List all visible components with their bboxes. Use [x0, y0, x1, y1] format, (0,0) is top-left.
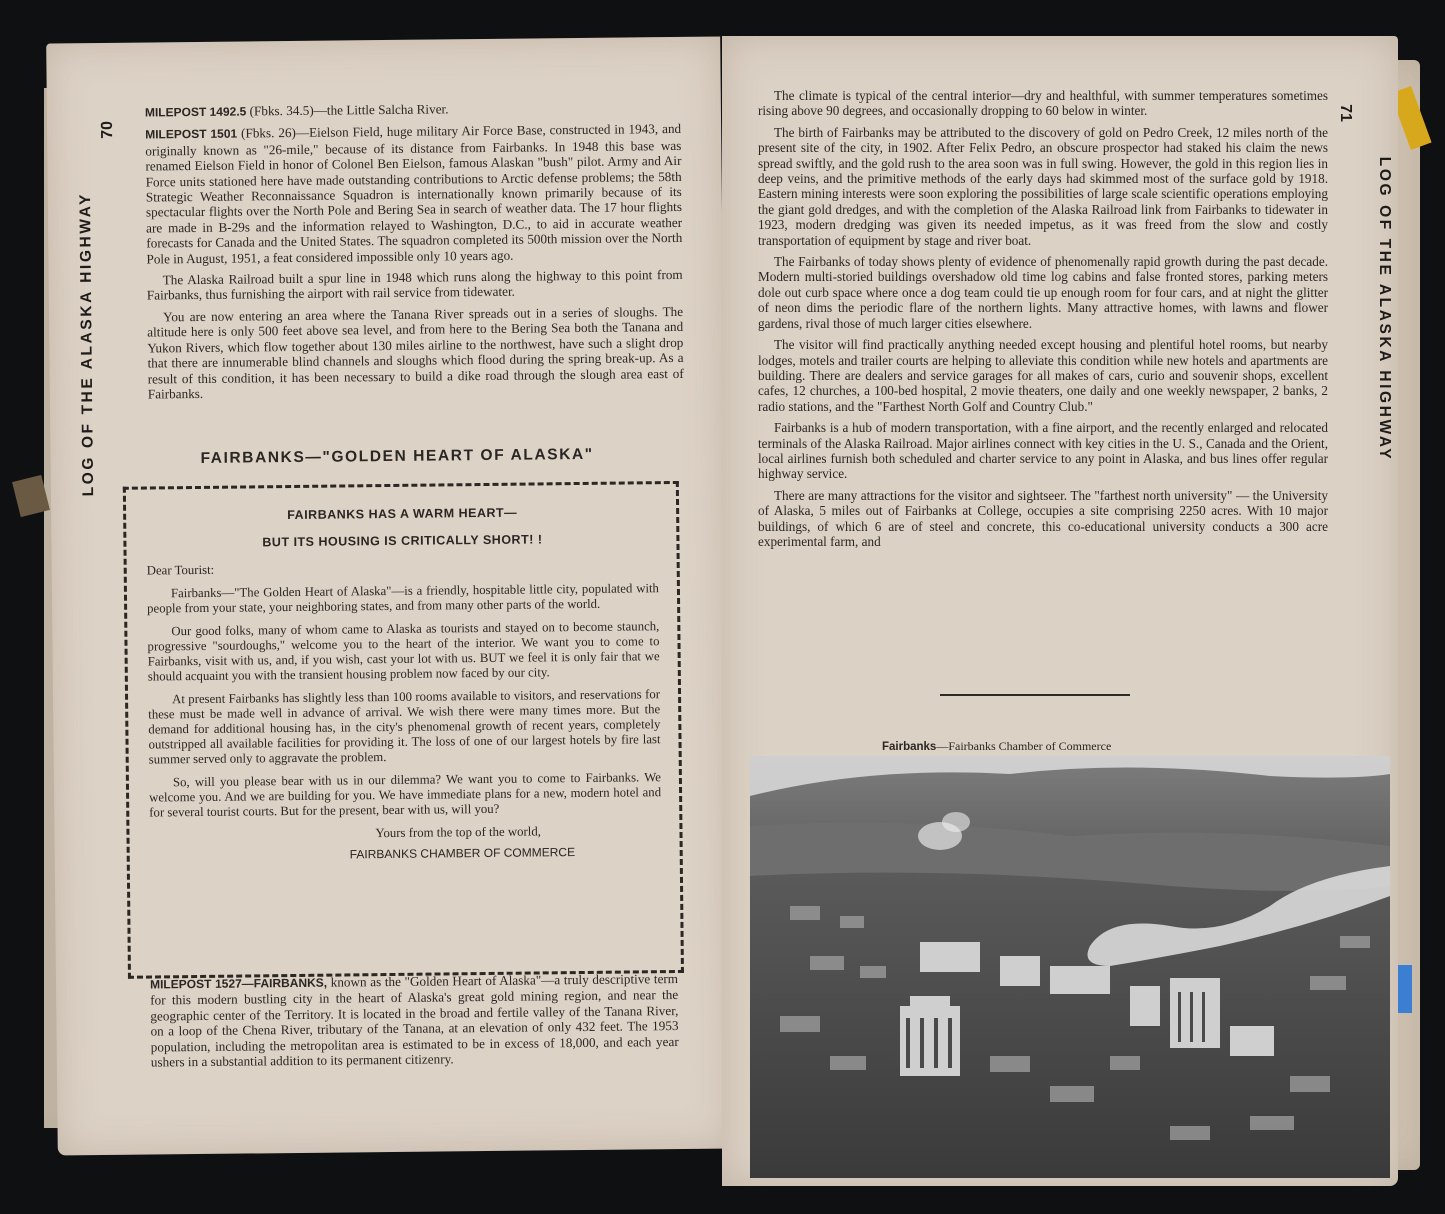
paragraph: Fairbanks is a hub of modern transportation, with a fine airport, and the recently enlarged and relocated terminals of the Alaska Railroad. Major airlines connect with key cities in the U. S., Canada and the Orient, local airlines furnish both scheduled and charter service to any point in Alaska, and bus lines offer regular highway service. [758, 420, 1328, 482]
paragraph: The Fairbanks of today shows plenty of evidence of phenomenally rapid growth during the past decade. Modern multi-storied buildings overshadow old time log cabins and false fronted stores, parking meters dole out curb space where once a dog team could tie up enough room for four cars, and at night the glitter of neon dims the periodic flare of the northern lights. Many attractive homes, with lawns and flower gardens, rival those of much larger cities elsewhere. [758, 254, 1328, 331]
paragraph: You are now entering an area where the Tanana River spreads out in a series of sloughs. The altitude here is only 500 feet above sea level, and from here to the Bering Sea both the Tanana and Yukon Rivers, which flow together about 130 miles airline to the northwest, have such a slight drop that there are innumerable blind channels and sloughs which flood during the spring break-up. As a result of this condition, it has been necessary to build a dike road through the slough area east of Fairbanks. [147, 303, 684, 402]
left-page [46, 37, 732, 1156]
right-page [722, 36, 1398, 1186]
letter-box [123, 481, 684, 979]
right-running-title: LOG OF THE ALASKA HIGHWAY [1376, 156, 1394, 462]
letter-title-1: FAIRBANKS HAS A WARM HEART— [287, 505, 518, 523]
paragraph: MILEPOST 1527—FAIRBANKS, known as the "Golden Heart of Alaska"—a truly descriptive term for this modern bustling city in the heart of Alaska's great gold mining region, and near the geographic center of the Territory. It is located in the broad and fertile valley of the Tanana River, on a loop of the Chena River, tributary of the Tanana, at an elevation of only 432 feet. The 1953 population, including the metropolitan area is estimated to be in excess of 18,000, and each year ushers in a substantial addition to its permanent citizenry. [149, 970, 679, 1070]
paragraph: The birth of Fairbanks may be attributed to the discovery of gold on Pedro Creek, 12 miles north of the present site of the city, in 1902. After Felix Pedro, an obscure prospector had staked his claim the news spread swiftly, and the gold rush to the area soon was in full swing. However, the gold in this region lies in deep veins, and the primitive methods of the early days had skimmed most of the surface gold by 1918. Eastern mining interests were soon exploring the possibilities of large scale scientific operations employing the giant gold dredges, and with the completion of the Alaska Railroad link from Fairbanks to tidewater in 1923, modern dredging was given its needed impetus, as it was freed from the slow and costly transportation of equipment by stage and river boat. [758, 124, 1328, 248]
paragraph: The visitor will find practically anything needed except housing and plentiful hotel rooms, but nearby lodges, motels and trailer courts are helping to alleviate this condition while new hotels and apartments are building. There are dealers and service garages for all makes of cars, curio and souvenir shops, excellent cafes, 12 churches, a 100-bed hospital, 2 movie theaters, one daily and one weekly newspaper, 2 banks, 2 radio stations, and the "Farthest North Golf and Country Club." [758, 337, 1328, 414]
paragraph: The climate is typical of the central interior—dry and healthful, with summer temperatures sometimes rising above 90 degrees, and occasionally dropping to 60 below in winter. [758, 88, 1328, 119]
paragraph: There are many attractions for the visitor and sightseer. The "farthest north university" — the University of Alaska, 5 miles out of Fairbanks at College, occupies a site comprising 2250 acres. With 10 major buildings, of which 6 are of steel and concrete, this co-educational university conducts a 300 acre experimental farm, and [758, 487, 1328, 549]
left-page-number: 70 [98, 120, 117, 139]
letter-signature: FAIRBANKS CHAMBER OF COMMERCE [349, 845, 576, 862]
letter-greeting: Dear Tourist: [146, 562, 215, 578]
letter-title-2: BUT ITS HOUSING IS CRITICALLY SHORT! ! [262, 532, 543, 550]
section-heading: FAIRBANKS—"GOLDEN HEART OF ALASKA" [200, 445, 594, 467]
letter-paragraph: Our good folks, many of whom came to Alaska as tourists and stayed on to become staunch, progressive "sourdoughs," welcome you to the heart of the interior. We want you to come to Fairbanks, visit with us, and, if you wish, cast your lot with us. BUT we feel it is only fair that we should acquaint you with the transient housing problem now faced by our city. [147, 619, 660, 684]
left-running-title: LOG OF THE ALASKA HIGHWAY [76, 191, 98, 497]
letter-text [146, 496, 662, 872]
left-body-text [145, 99, 684, 408]
paragraph: MILEPOST 1501 (Fbks. 26)—Eielson Field, huge military Air Force Base, constructed in 1943, and originally known as "26-mile," because of its distance from Fairbanks. In 1948 this base was renamed Eielson Field in honor of Colonel Ben Eielson, famous Alaskan "bush" pilot. Army and Air Force units stationed here have made outstanding contributions to Arctic defense problems; the 58th Strategic Weather Reconnaissance Squadron is internationally known primarily because of its spectacular flights over the North Pole and Bering Sea in search of weather data. The 17 hour flights are made in B-29s and the information relayed to Washington, D.C., to aid in accurate weather forecasts for Canada and the United States. The squadron completed its 500th mission over the North Pole in August, 1951, a feat considered impossible only 10 years ago. [145, 121, 683, 267]
right-body-text [758, 88, 1328, 555]
blue-tab [1398, 965, 1412, 1013]
letter-paragraph: Fairbanks—"The Golden Heart of Alaska"—is a friendly, hospitable little city, populated with people from your state, your neighboring states, and from many other parts of the world. [147, 581, 660, 616]
fairbanks-aerial-photo [750, 756, 1390, 1178]
divider-rule [940, 694, 1130, 696]
photo-caption: Fairbanks—Fairbanks Chamber of Commerce [882, 739, 1112, 753]
letter-paragraph: So, will you please bear with us in our dilemma? We want you to come to Fairbanks. We welcome you. And we are building for you. We have immediate plans for a new, modern hotel and for several tourist courts. But for the present, bear with us, will you? [149, 770, 662, 820]
paragraph: The Alaska Railroad built a spur line in 1948 which runs along the highway to this point from Fairbanks, thus furnishing the airport with rail service from tidewater. [146, 266, 683, 303]
letter-closing: Yours from the top of the world, [375, 824, 541, 841]
paragraph: MILEPOST 1492.5 (Fbks. 34.5)—the Little Salcha River. [144, 101, 449, 120]
left-body-text-bottom [150, 971, 679, 1076]
right-page-number: 71 [1336, 104, 1354, 122]
letter-paragraph: At present Fairbanks has slightly less than 100 rooms available to visitors, and reservations for these must be made well in advance of arrival. We wish there were many times more. But the demand for additional housing has, in the city's phenomenal growth of recent years, completely outstripped all available facilities for providing it. The loss of one of our largest hotels by fire last summer served only to aggravate the problem. [148, 687, 661, 767]
